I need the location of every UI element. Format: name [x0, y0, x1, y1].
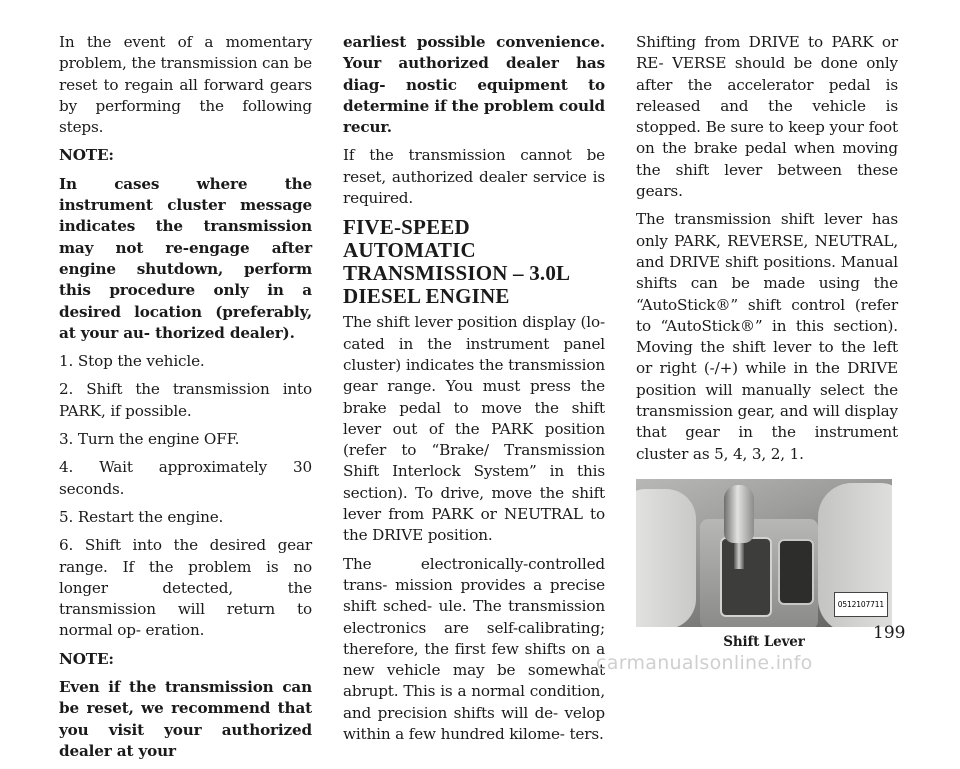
left-seat-shape — [636, 489, 696, 627]
shift-knob-shape — [724, 485, 754, 543]
step-2: 2. Shift the transmission into PARK, if possible. — [59, 380, 312, 420]
shift-gate-shape — [720, 537, 772, 617]
step-3: 3. Turn the engine OFF. — [59, 430, 240, 449]
step-4: 4. Wait approximately 30 seconds. — [59, 458, 312, 498]
note-continuation: earliest possible convenience. Your authorized dealer has diag- nostic equipment to determine if the problem could recur. — [343, 33, 605, 137]
page-number: 199 — [873, 623, 906, 643]
column-right — [636, 32, 898, 653]
section-heading: FIVE-SPEED AUTOMATIC TRANSMISSION – 3.0L DIESEL ENGINE — [343, 215, 570, 309]
shift-display-paragraph: The shift lever position display (lo- cated in the instrument panel cluster) indicates the transmission gear range. You must press the brake pedal to move the shift lever out of the PARK position (refer to “Brake/ Transmission Shift Interlock System” in this section). To drive, move the shift lever from PARK or NEUTRAL to the DRIVE position. — [343, 313, 605, 545]
intro-paragraph: In the event of a momentary problem, the transmission can be reset to regain all forward gears by performing the following steps. — [59, 33, 312, 137]
note-label-2: NOTE: — [59, 649, 114, 668]
electronics-paragraph: The electronically-controlled trans- mission provides a precise shift sched- ule. The transmission electronics are self-calibrating; therefore, the first few shifts on a new vehicle may be somewhat abrupt. This is a normal condition, and precision shifts will de- velop within a few hundred kilome- ters. — [343, 554, 605, 744]
note-text: In cases where the instrument cluster message indicates the transmission may not re-engage after engine shutdown, perform this procedure only in a desired location (preferably, at your au- thorized dealer). — [59, 174, 312, 342]
step-6: 6. Shift into the desired gear range. If the problem is no longer detected, the transmission will return to normal op- eration. — [59, 536, 312, 640]
column-middle — [343, 32, 605, 752]
reset-paragraph: If the transmission cannot be reset, authorized dealer service is required. — [343, 146, 605, 208]
note-text-2: Even if the transmission can be reset, we recommend that you visit your authorized dealer at your — [59, 678, 312, 760]
step-5: 5. Restart the engine. — [59, 507, 224, 526]
shifting-paragraph: Shifting from DRIVE to PARK or RE- VERSE should be done only after the accelerator pedal is released and the vehicle is stopped. Be sure to keep your foot on the brake pedal when moving the shift lever between these gears. — [636, 33, 898, 201]
shift-lever-photo — [636, 479, 892, 627]
cupholder-shape — [778, 539, 814, 605]
watermark: carmanualsonline.info — [596, 652, 813, 674]
image-code: 0512107711 — [834, 592, 888, 617]
note-label: NOTE: — [59, 146, 114, 165]
step-1: 1. Stop the vehicle. — [59, 352, 205, 371]
column-left — [59, 32, 312, 769]
shift-positions-paragraph: The transmission shift lever has only PARK, REVERSE, NEUTRAL, and DRIVE shift positions. Manual shifts can be made using the “AutoStick®” shift control (refer to “AutoStick®” in this section). Moving the shift lever to the left or right (-/+) while in the DRIVE position will manually select the transmission gear, and will display that gear in the instrument cluster as 5, 4, 3, 2, 1. — [636, 210, 898, 463]
image-caption: Shift Lever — [723, 633, 805, 650]
